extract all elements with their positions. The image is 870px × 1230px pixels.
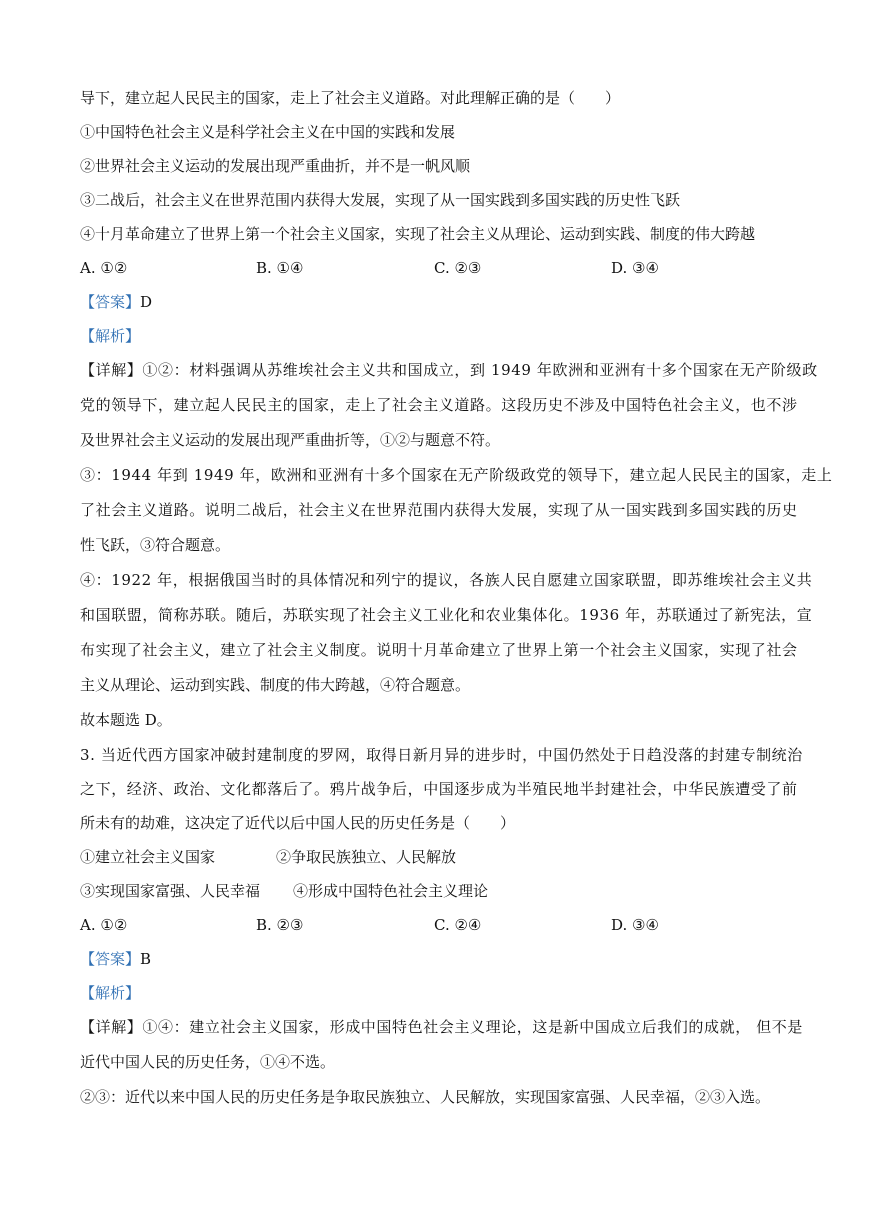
q3-detail-line-1 bbox=[80, 1016, 803, 1038]
answer-tag: 【答案】 bbox=[80, 950, 141, 968]
q2-detail-text-1: ①②：材料强调从苏维埃社会主义共和国成立，到 1949 年欧洲和亚洲有十多个国家在无产阶级政 bbox=[142, 361, 818, 379]
q2-detail-line-1 bbox=[80, 359, 818, 381]
q3-answer-value: B bbox=[140, 950, 152, 968]
q2-options bbox=[80, 257, 800, 279]
analysis-tag: 【解析】 bbox=[80, 984, 141, 1002]
q2-item-2: ②世界社会主义运动的发展出现严重曲折，并不是一帆风顺 bbox=[80, 157, 471, 175]
q3-items-row-1 bbox=[80, 846, 800, 868]
q2-conclusion: 故本题选 D。 bbox=[80, 711, 172, 729]
q2-item-4: ④十月革命建立了世界上第一个社会主义国家，实现了社会主义从理论、运动到实践、制度的伟大跨越 bbox=[80, 225, 756, 243]
q2-option-a: A. ①② bbox=[80, 259, 128, 277]
q2-detail-line-2: 党的领导下，建立起人民民主的国家，走上了社会主义道路。这段历史不涉及中国特色社会主义，也不涉 bbox=[80, 396, 798, 414]
q3-option-d: D. ③④ bbox=[611, 916, 659, 934]
answer-tag: 【答案】 bbox=[80, 293, 141, 311]
q2-option-d: D. ③④ bbox=[611, 259, 659, 277]
q2-analysis-heading bbox=[80, 325, 800, 347]
q3-answer bbox=[80, 948, 800, 970]
q3-item-1: ①建立社会主义国家 bbox=[80, 848, 216, 866]
q3-stem-line-1: 3. 当近代西方国家冲破封建制度的罗网，取得日新月异的进步时，中国仍然处于日趋没落的封建专制统治 bbox=[80, 746, 803, 764]
q3-detail-text-1: ①④：建立社会主义国家，形成中国特色社会主义理论，这是新中国成立后我们的成就， 但不是 bbox=[142, 1018, 803, 1036]
q3-stem-line-3: 所未有的劫难，这决定了近代以后中国人民的历史任务是（ ） bbox=[80, 814, 516, 832]
q3-items-row-2 bbox=[80, 880, 800, 902]
analysis-tag: 【解析】 bbox=[80, 327, 141, 345]
q2-stem: 导下，建立起人民民主的国家，走上了社会主义道路。对此理解正确的是（ ） bbox=[80, 89, 621, 107]
q2-detail-line-10: 主义从理论、运动到实践、制度的伟大跨越，④符合题意。 bbox=[80, 676, 471, 694]
q3-options bbox=[80, 914, 800, 936]
q2-detail-line-3: 及世界社会主义运动的发展出现严重曲折等，①②与题意不符。 bbox=[80, 431, 501, 449]
q3-option-c: C. ②④ bbox=[434, 916, 482, 934]
q2-answer-value: D bbox=[140, 293, 153, 311]
detail-tag: 【详解】 bbox=[80, 1018, 143, 1036]
q3-option-a: A. ①② bbox=[80, 916, 128, 934]
q3-option-b: B. ②③ bbox=[256, 916, 304, 934]
q3-item-2: ②争取民族独立、人民解放 bbox=[276, 848, 457, 866]
q2-detail-line-7: ④：1922 年，根据俄国当时的具体情况和列宁的提议，各族人民自愿建立国家联盟，即苏维埃社会主义共 bbox=[80, 571, 813, 589]
q3-analysis-heading bbox=[80, 982, 800, 1004]
q3-item-4: ④形成中国特色社会主义理论 bbox=[293, 882, 489, 900]
q2-detail-line-8: 和国联盟，简称苏联。随后，苏联实现了社会主义工业化和农业集体化。1936 年，苏联通过了新宪法，宣 bbox=[80, 606, 813, 624]
q3-item-3: ③实现国家富强、人民幸福 bbox=[80, 882, 261, 900]
q2-answer bbox=[80, 291, 800, 313]
q2-detail-line-6: 性飞跃，③符合题意。 bbox=[80, 536, 231, 554]
q2-option-c: C. ②③ bbox=[434, 259, 482, 277]
q2-option-b: B. ①④ bbox=[256, 259, 304, 277]
q2-item-1: ①中国特色社会主义是科学社会主义在中国的实践和发展 bbox=[80, 123, 456, 141]
q2-detail-line-9: 布实现了社会主义，建立了社会主义制度。说明十月革命建立了世界上第一个社会主义国家，实现了社会 bbox=[80, 641, 798, 659]
q2-detail-line-4: ③：1944 年到 1949 年，欧洲和亚洲有十多个国家在无产阶级政党的领导下，建立起人民民主的国家，走上 bbox=[80, 466, 833, 484]
detail-tag: 【详解】 bbox=[80, 361, 143, 379]
q3-stem-line-2: 之下，经济、政治、文化都落后了。鸦片战争后，中国逐步成为半殖民地半封建社会，中华民族遭受了前 bbox=[80, 780, 798, 798]
q3-detail-line-3: ②③：近代以来中国人民的历史任务是争取民族独立、人民解放，实现国家富强、人民幸福，②③入选。 bbox=[80, 1088, 771, 1106]
q2-item-3: ③二战后，社会主义在世界范围内获得大发展，实现了从一国实践到多国实践的历史性飞跃 bbox=[80, 191, 681, 209]
q2-detail-line-5: 了社会主义道路。说明二战后，社会主义在世界范围内获得大发展，实现了从一国实践到多国实践的历史 bbox=[80, 501, 798, 519]
q3-detail-line-2: 近代中国人民的历史任务，①④不选。 bbox=[80, 1053, 336, 1071]
